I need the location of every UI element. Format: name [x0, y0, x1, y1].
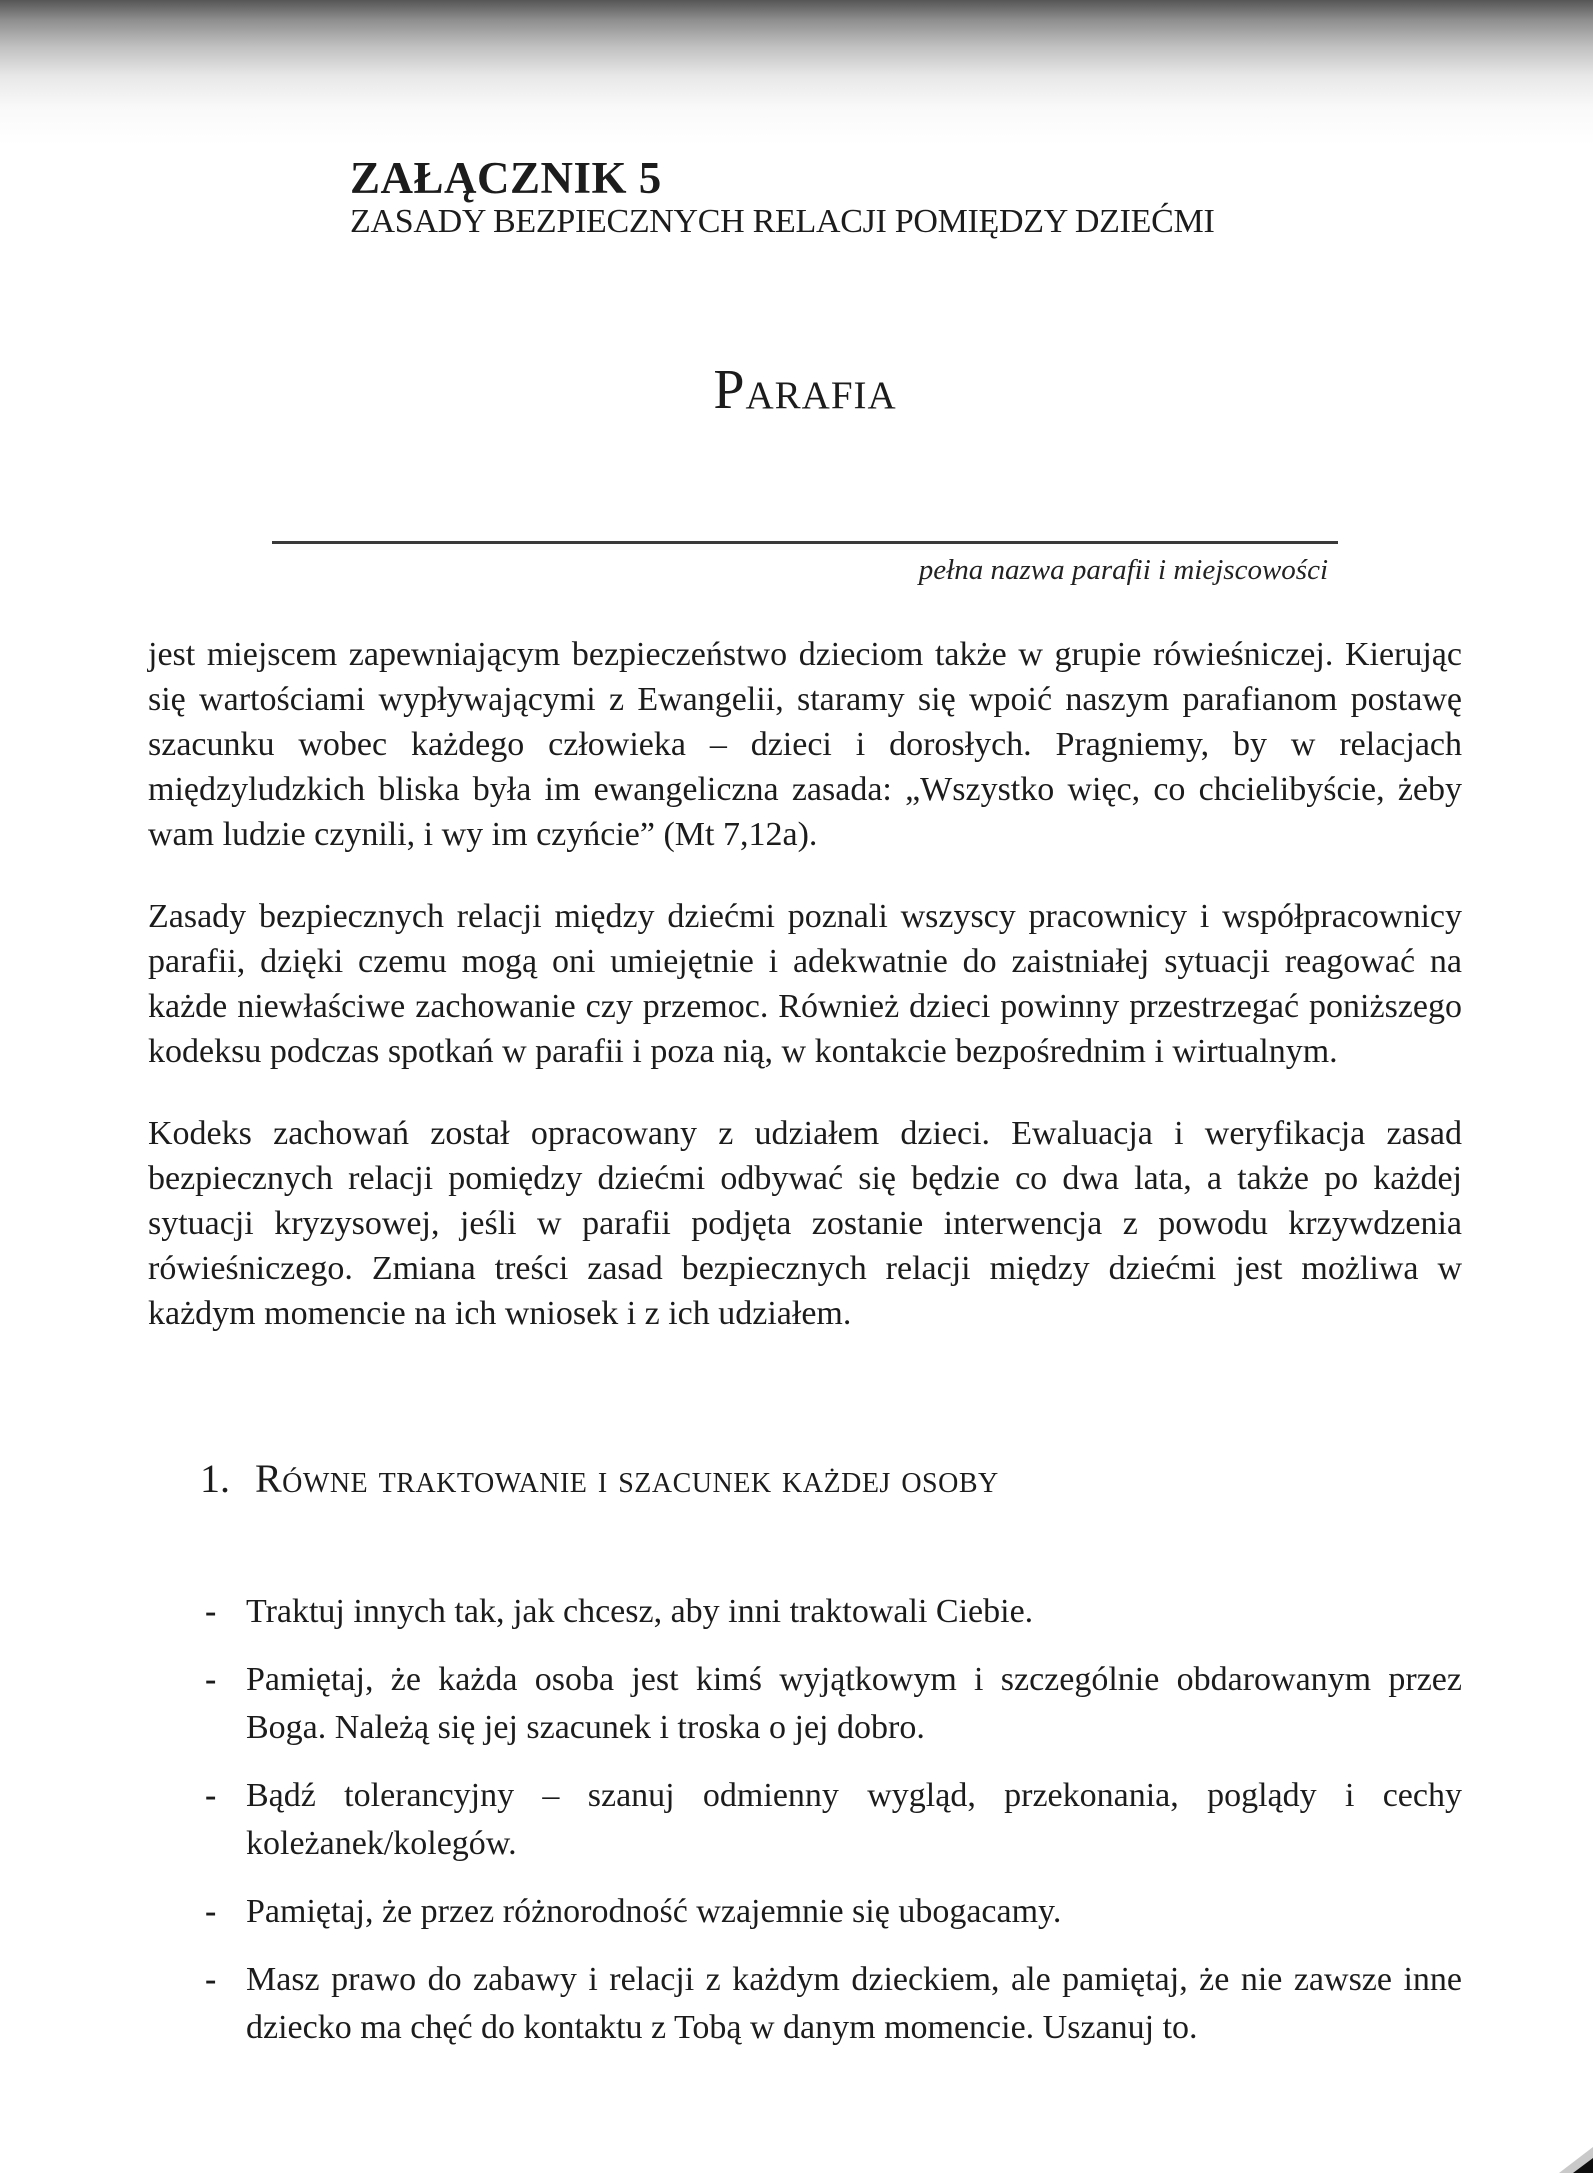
scan-shadow-top — [0, 0, 1593, 145]
attachment-title: ZAŁĄCZNIK 5 — [350, 153, 662, 204]
rule-item — [148, 1888, 1462, 1936]
intro-paragraph-1: jest miejscem zapewniającym bezpieczeństwo dzieciom także w grupie rówieśniczej. Kierując się wartościami wypływającymi z Ewangelii, staramy się wpoić naszym parafianom postawę szacunku wobec każdego człowieka – dzieci i dorosłych. Pragniemy, by w relacjach międzyludzkich bliska była im ewangeliczna zasada: „Wszystko więc, co chcielibyście, żeby wam ludzie czynili, i wy im czyńcie” (Mt 7,12a). — [148, 636, 1462, 853]
document-subtitle: ZASADY BEZPIECZNYCH RELACJI POMIĘDZY DZIEĆMI — [350, 203, 1215, 240]
rule-text: Masz prawo do zabawy i relacji z każdym dzieckiem, ale pamiętaj, że nie zawsze inne dziecko ma chęć do kontaktu z Tobą w danym momencie. Uszanuj to. — [246, 1961, 1462, 2046]
parish-name-blank-line — [272, 541, 1338, 587]
rule-text: Pamiętaj, że przez różnorodność wzajemnie się ubogacamy. — [246, 1893, 1062, 1930]
parish-heading: Parafia — [713, 359, 897, 421]
bullet-dash-icon: - — [205, 1593, 217, 1630]
section-heading — [148, 1455, 1462, 1503]
section-number: 1. — [200, 1456, 230, 1501]
section-title: Równe traktowanie i szacunek każdej osoby — [255, 1456, 999, 1501]
rule-item — [148, 1772, 1462, 1868]
document-body — [148, 632, 1462, 1373]
rule-text: Pamiętaj, że każda osoba jest kimś wyjątkowym i szczególnie obdarowanym przez Boga. Należą się jej szacunek i troska o jej dobro. — [246, 1661, 1462, 1746]
bullet-dash-icon: - — [205, 1961, 217, 1998]
rule-item — [148, 1956, 1462, 2052]
intro-paragraph-3: Kodeks zachowań został opracowany z udziałem dzieci. Ewaluacja i weryfikacja zasad bezpiecznych relacji pomiędzy dziećmi odbywać się będzie co dwa lata, a także po każdej sytuacji kryzysowej, jeśli w parafii podjęta zostanie interwencja z powodu krzywdzenia rówieśniczego. Zmiana treści zasad bezpiecznych relacji między dziećmi jest możliwa w każdym momencie na ich wniosek i z ich udziałem. — [148, 1115, 1462, 1332]
bullet-dash-icon: - — [205, 1661, 217, 1698]
intro-paragraph-2: Zasady bezpiecznych relacji między dziećmi poznali wszyscy pracownicy i współpracownicy parafii, dzięki czemu mogą oni umiejętnie i adekwatnie do zaistniałej sytuacji reagować na każde niewłaściwe zachowanie czy przemoc. Również dzieci powinny przestrzegać poniższego kodeksu podczas spotkań w parafii i poza nią, w kontakcie bezpośrednim i wirtualnym. — [148, 898, 1462, 1070]
rule-text: Bądź tolerancyjny – szanuj odmienny wygląd, przekonania, poglądy i cechy koleżanek/kolegów. — [246, 1777, 1462, 1862]
bullet-dash-icon: - — [205, 1893, 217, 1930]
rule-text: Traktuj innych tak, jak chcesz, aby inni traktowali Ciebie. — [246, 1593, 1034, 1630]
rule-item — [148, 1656, 1462, 1752]
rules-list — [148, 1588, 1462, 2052]
section-1 — [148, 1455, 1462, 2072]
bullet-dash-icon: - — [205, 1777, 217, 1814]
blank-line-caption: pełna nazwa parafii i miejscowości — [918, 554, 1328, 586]
rule-item — [148, 1588, 1462, 1636]
